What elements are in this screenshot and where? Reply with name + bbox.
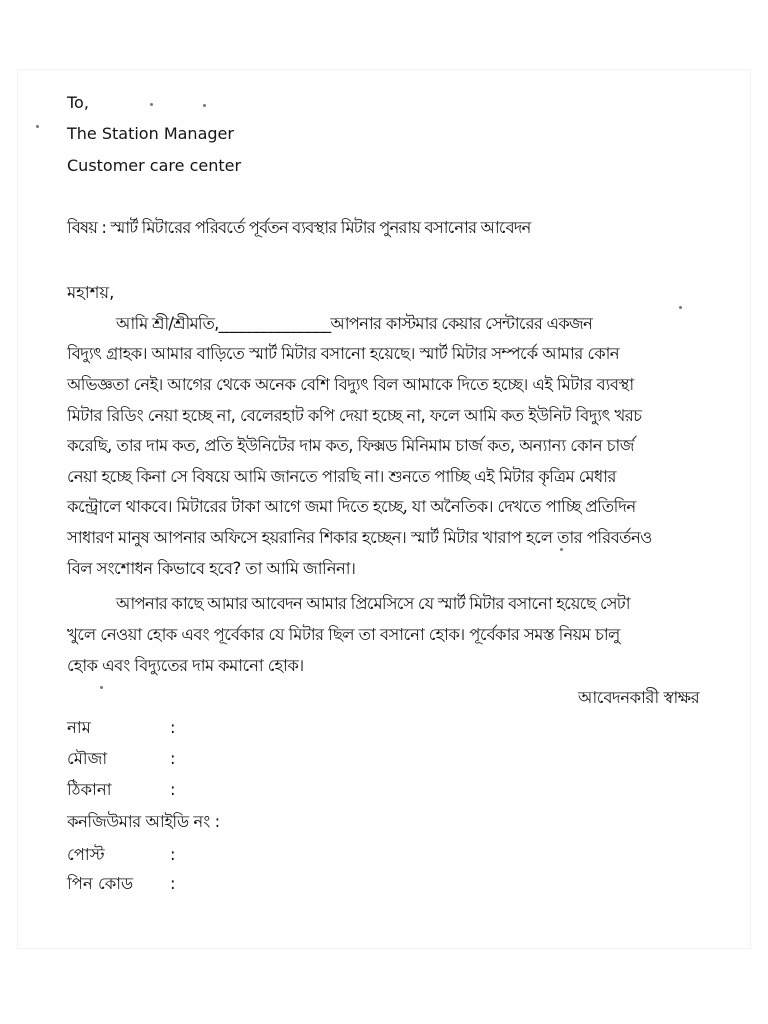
body-line: আমি শ্রী/শ্রীমতি,_______________আপনার কাস্টমার কেয়ার সেন্টারের একজন: [116, 314, 593, 333]
body-line: সাধারণ মানুষ আপনার অফিসে হয়রানির শিকার হচ্ছেন। স্মার্ট মিটার খারাপ হলে তার পরিবর্তনও: [67, 528, 652, 547]
body-line: কন্ট্রোলে থাকবে। মিটারের টাকা আগে জমা দিতে হচ্ছে, যা অনৈতিক। দেখতে পাচ্ছি প্রতিদিন: [67, 497, 636, 516]
scan-speck: [560, 548, 563, 551]
subject-line: বিষয় : স্মার্ট মিটারের পরিবর্তে পূর্বতন ব্যবস্থার মিটার পুনরায় বসানোর আবেদন: [67, 218, 531, 237]
scan-speck: [150, 103, 153, 106]
body-line: করেছি, তার দাম কত, প্রতি ইউনিটের দাম কত, ফিক্সড মিনিমাম চার্জ কত, অন্যান্য কোন চার্জ: [67, 436, 634, 455]
field-label-address: ঠিকানা: [67, 780, 112, 799]
body-line: বিল সংশোধন কিভাবে হবে? তা আমি জানিনা।: [67, 559, 356, 578]
body-line: অভিজ্ঞতা নেই। আগের থেকে অনেক বেশি বিদ্যুৎ বিল আমাকে দিতে হচ্ছে। এই মিটার ব্যবস্থা: [67, 375, 634, 394]
to-line: To,: [67, 93, 89, 112]
scan-speck: [679, 306, 682, 309]
field-label-mouza: মৌজা: [67, 749, 108, 768]
body-line: হোক এবং বিদ্যুতের দাম কমানো হোক।: [67, 656, 304, 675]
body-line: আপনার কাছে আমার আবেদন আমার প্রিমেসিসে যে স্মার্ট মিটার বসানো হয়েছে সেটা: [116, 594, 630, 613]
body-line: নেয়া হচ্ছে কিনা সে বিষয়ে আমি জানতে পারছি না। শুনতে পাচ্ছি এই মিটার কৃত্রিম মেধার: [67, 467, 616, 486]
field-label-consumer-id: কনজিউমার আইডি নং :: [67, 812, 220, 831]
body-line: বিদ্যুৎ গ্রাহক। আমার বাড়িতে স্মার্ট মিটার বসানো হয়েছে। স্মার্ট মিটার সম্পর্কে আমার কোন: [67, 344, 620, 363]
field-label-name: নাম: [67, 718, 91, 737]
field-label-post: পোস্ট: [67, 845, 105, 864]
field-colon: :: [170, 845, 176, 864]
scan-speck: [100, 686, 103, 689]
field-colon: :: [170, 749, 176, 768]
field-colon: :: [170, 718, 176, 737]
recipient-title: The Station Manager: [67, 124, 234, 143]
signature-label: আবেদনকারী স্বাক্ষর: [578, 688, 700, 707]
body-line: মিটার রিডিং নেয়া হচ্ছে না, বেলেরহাট কপি দেয়া হচ্ছে না, ফলে আমি কত ইউনিট বিদ্যুৎ খরচ: [67, 406, 642, 425]
field-colon: :: [170, 780, 176, 799]
salutation: মহাশয়,: [67, 283, 115, 302]
scan-speck: [36, 125, 39, 128]
field-colon: :: [170, 874, 176, 893]
body-line: খুলে নেওয়া হোক এবং পূর্বেকার যে মিটার ছিল তা বসানো হোক। পূর্বেকার সমস্ত নিয়ম চালু: [67, 625, 620, 644]
recipient-office: Customer care center: [67, 156, 242, 175]
field-label-pin-code: পিন কোড: [67, 874, 134, 893]
scan-speck: [203, 104, 206, 107]
